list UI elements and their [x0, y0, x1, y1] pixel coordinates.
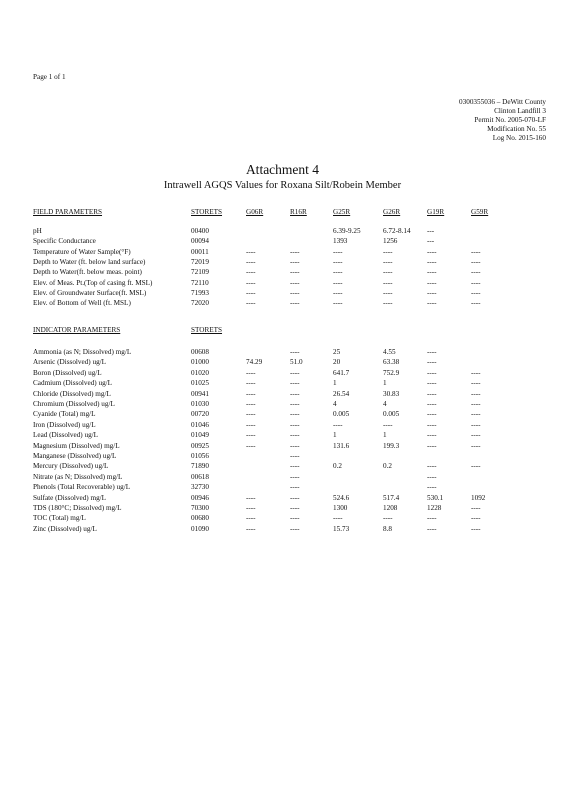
well-value-cell: 4.55	[383, 348, 396, 356]
well-value-cell: ----	[333, 288, 343, 297]
well-value-cell: ----	[246, 368, 256, 377]
well-value-cell: ----	[333, 514, 343, 523]
well-value-cell: ----	[333, 257, 343, 266]
table-row	[0, 473, 565, 483]
well-value-cell: ----	[290, 483, 300, 492]
header-line-permit: Permit No. 2005-070-LF	[474, 116, 546, 124]
storet-code: 71890	[191, 462, 209, 471]
parameter-name: Chloride (Dissolved) mg/L	[33, 389, 111, 398]
parameter-name: Cadmium (Dissolved) ug/L	[33, 379, 113, 388]
storet-code: 00608	[191, 348, 209, 356]
parameter-name: Specific Conductance	[33, 237, 96, 246]
parameter-name: Lead (Dissolved) ug/L	[33, 431, 99, 440]
well-value-cell: ----	[427, 483, 437, 492]
parameter-name: Boron (Dissolved) ug/L	[33, 368, 102, 377]
table-row	[0, 442, 565, 452]
well-value-cell: ----	[290, 410, 300, 419]
storet-code: 72020	[191, 299, 209, 308]
well-value-cell: ----	[427, 420, 437, 429]
indicator-parameters-heading: INDICATOR PARAMETERS	[33, 326, 121, 334]
well-value-cell: ----	[427, 368, 437, 377]
storet-code: 01056	[191, 452, 209, 460]
well-g06r-header: G06R	[246, 208, 264, 216]
well-value-cell: ----	[246, 524, 256, 533]
well-value-cell: ----	[246, 400, 256, 408]
well-value-cell: ----	[427, 348, 437, 356]
table-row	[0, 483, 565, 493]
well-value-cell: ----	[246, 268, 256, 277]
well-value-cell: ----	[471, 389, 481, 398]
well-value-cell: ----	[333, 247, 343, 256]
well-value-cell: ----	[290, 504, 300, 512]
well-value-cell: ----	[290, 278, 300, 287]
storet-code: 32730	[191, 483, 209, 492]
well-value-cell: ----	[290, 472, 300, 481]
well-value-cell: 641.7	[333, 368, 350, 377]
well-value-cell: ----	[427, 472, 437, 481]
well-value-cell: ----	[333, 278, 343, 287]
well-value-cell: ----	[427, 400, 437, 408]
storet-code: 00618	[191, 472, 209, 481]
well-value-cell: ----	[427, 278, 437, 287]
storet-code: 00946	[191, 493, 209, 502]
well-value-cell: 517.4	[383, 493, 400, 502]
table-row	[0, 410, 565, 420]
well-value-cell: 15.73	[333, 524, 350, 533]
table-row	[0, 421, 565, 431]
table-row	[0, 525, 565, 535]
well-value-cell: ----	[246, 299, 256, 308]
storet-code: 00011	[191, 247, 209, 256]
well-value-cell: ----	[290, 420, 300, 429]
well-value-cell: ----	[333, 268, 343, 277]
storet-code: 00925	[191, 441, 209, 450]
well-value-cell: ----	[246, 379, 256, 388]
parameter-name: Elev. of Bottom of Well (ft. MSL)	[33, 299, 131, 308]
table-row	[0, 237, 565, 247]
well-value-cell: 51.0	[290, 358, 303, 367]
well-value-cell: ----	[290, 268, 300, 277]
well-value-cell: ----	[471, 379, 481, 388]
well-value-cell: ----	[471, 368, 481, 377]
well-value-cell: ----	[246, 514, 256, 523]
table-row	[0, 248, 565, 258]
well-value-cell: ----	[427, 379, 437, 388]
well-value-cell: 4	[333, 400, 337, 408]
page-subtitle: Intrawell AGQS Values for Roxana Silt/Robein Member	[163, 180, 402, 191]
well-value-cell: ----	[471, 400, 481, 408]
well-value-cell: ----	[427, 462, 437, 471]
well-value-cell: 74.29	[246, 358, 263, 367]
header-line-modification: Modification No. 55	[487, 125, 546, 133]
well-value-cell: 1	[383, 379, 387, 388]
well-value-cell: 63.38	[383, 358, 400, 367]
parameter-name: Ammonia (as N; Dissolved) mg/L	[33, 348, 132, 356]
table-row	[0, 504, 565, 514]
field-parameters-heading: FIELD PARAMETERS	[33, 208, 103, 216]
parameter-name: Arsenic (Dissolved) ug/L	[33, 358, 107, 367]
well-value-cell: 1	[383, 431, 387, 440]
well-value-cell: 752.9	[383, 368, 400, 377]
well-value-cell: ----	[427, 410, 437, 419]
well-value-cell: 1300	[333, 504, 348, 512]
parameter-name: Cyanide (Total) mg/L	[33, 410, 96, 419]
storet-code: 00400	[191, 227, 209, 235]
well-value-cell: 0.2	[383, 462, 392, 471]
well-value-cell: ----	[290, 462, 300, 471]
table-row	[0, 227, 565, 237]
well-value-cell: ----	[427, 288, 437, 297]
well-value-cell: ----	[246, 288, 256, 297]
well-value-cell: 6.39-9.25	[333, 227, 361, 235]
well-g19r-header: G19R	[427, 208, 445, 216]
well-value-cell: ----	[246, 493, 256, 502]
parameter-name: Elev. of Groundwater Surface(ft. MSL)	[33, 288, 147, 297]
storet-code: 00094	[191, 237, 209, 246]
well-value-cell: 25	[333, 348, 341, 356]
table-row	[0, 279, 565, 289]
storet-code: 00720	[191, 410, 209, 419]
parameter-name: Mercury (Dissolved) ug/L	[33, 462, 109, 471]
well-value-cell: ----	[383, 288, 393, 297]
storet-code: 01000	[191, 358, 209, 367]
well-value-cell: ----	[471, 247, 481, 256]
well-value-cell: 131.6	[333, 441, 350, 450]
storet-code: 00680	[191, 514, 209, 523]
table-row	[0, 379, 565, 389]
well-value-cell: ----	[471, 504, 481, 512]
well-value-cell: 4	[383, 400, 387, 408]
parameter-name: TDS (180°C; Dissolved) mg/L	[33, 504, 122, 512]
parameter-name: Depth to Water(ft. below meas. point)	[33, 268, 142, 277]
well-value-cell: 30.83	[383, 389, 400, 398]
well-value-cell: ----	[246, 389, 256, 398]
parameter-name: Temperature of Water Sample(°F)	[33, 247, 131, 256]
well-value-cell: ----	[471, 299, 481, 308]
well-value-cell: 0.005	[333, 410, 350, 419]
header-line-log: Log No. 2015-160	[492, 134, 546, 142]
well-value-cell: ----	[471, 257, 481, 266]
well-value-cell: ----	[290, 247, 300, 256]
well-value-cell: 1	[333, 431, 337, 440]
well-value-cell: 530.1	[427, 493, 444, 502]
well-value-cell: 20	[333, 358, 341, 367]
storet-code: 01030	[191, 400, 209, 408]
well-value-cell: ----	[427, 268, 437, 277]
table-row	[0, 431, 565, 441]
table-row	[0, 514, 565, 524]
table-row	[0, 258, 565, 268]
well-value-cell: ----	[383, 420, 393, 429]
well-value-cell: ----	[471, 278, 481, 287]
well-value-cell: ----	[246, 420, 256, 429]
indicator-storets-column-header: STORETS	[191, 326, 223, 334]
parameter-name: Manganese (Dissolved) ug/L	[33, 452, 117, 460]
well-value-cell: ----	[471, 288, 481, 297]
field-parameters-header-row	[0, 208, 565, 218]
well-value-cell: ---	[427, 237, 435, 246]
well-value-cell: 1092	[471, 493, 486, 502]
storet-code: 72110	[191, 278, 209, 287]
parameter-name: Magnesium (Dissolved) mg/L	[33, 441, 120, 450]
table-row	[0, 400, 565, 410]
well-value-cell: ----	[246, 247, 256, 256]
well-value-cell: ----	[471, 514, 481, 523]
well-value-cell: ----	[246, 257, 256, 266]
well-value-cell: ----	[246, 441, 256, 450]
well-value-cell: ----	[427, 514, 437, 523]
parameter-name: Sulfate (Dissolved) mg/L	[33, 493, 107, 502]
well-value-cell: ----	[383, 299, 393, 308]
well-value-cell: ----	[471, 524, 481, 533]
well-value-cell: 1228	[427, 504, 442, 512]
well-value-cell: ----	[290, 441, 300, 450]
well-value-cell: ----	[333, 299, 343, 308]
well-value-cell: ----	[290, 257, 300, 266]
well-value-cell: ----	[290, 524, 300, 533]
storet-code: 72109	[191, 268, 209, 277]
well-value-cell: ----	[471, 462, 481, 471]
storet-code: 01049	[191, 431, 209, 440]
header-line-facility: Clinton Landfill 3	[494, 107, 546, 115]
table-row	[0, 462, 565, 472]
parameter-name: Elev. of Meas. Pt.(Top of casing ft. MSL)	[33, 278, 153, 287]
parameter-name: Chromium (Dissolved) ug/L	[33, 400, 115, 408]
table-row	[0, 299, 565, 309]
table-row	[0, 452, 565, 462]
well-value-cell: 0.2	[333, 462, 342, 471]
well-value-cell: ----	[383, 278, 393, 287]
well-value-cell: 1393	[333, 237, 348, 246]
parameter-name: Iron (Dissolved) ug/L	[33, 420, 96, 429]
well-value-cell: ----	[427, 524, 437, 533]
storet-code: 01025	[191, 379, 209, 388]
storet-code: 72019	[191, 257, 209, 266]
well-value-cell: ----	[246, 431, 256, 440]
table-row	[0, 369, 565, 379]
parameter-name: Zinc (Dissolved) ug/L	[33, 524, 97, 533]
well-value-cell: ----	[290, 389, 300, 398]
well-value-cell: ----	[471, 431, 481, 440]
well-value-cell: ----	[290, 400, 300, 408]
well-value-cell: ----	[383, 257, 393, 266]
storet-code: 01020	[191, 368, 209, 377]
page-number: Page 1 of 1	[33, 73, 66, 81]
well-value-cell: 26.54	[333, 389, 350, 398]
table-row	[0, 289, 565, 299]
well-value-cell: ----	[290, 452, 300, 460]
table-row	[0, 358, 565, 368]
well-value-cell: ----	[290, 379, 300, 388]
well-value-cell: ----	[427, 431, 437, 440]
document-header	[459, 98, 546, 143]
parameter-name: Nitrate (as N; Dissolved) mg/L	[33, 472, 123, 481]
table-row	[0, 268, 565, 278]
well-g59r-header: G59R	[471, 208, 489, 216]
well-value-cell: ----	[290, 493, 300, 502]
header-line-county: 0300355036 – DeWitt County	[459, 98, 546, 106]
table-row	[0, 494, 565, 504]
well-value-cell: ----	[246, 278, 256, 287]
well-value-cell: ----	[427, 299, 437, 308]
well-value-cell: ----	[290, 514, 300, 523]
well-value-cell: ----	[427, 257, 437, 266]
parameter-name: Depth to Water (ft. below land surface)	[33, 257, 146, 266]
well-value-cell: 0.005	[383, 410, 400, 419]
well-value-cell: ----	[471, 268, 481, 277]
well-value-cell: ----	[290, 348, 300, 356]
storets-column-header: STORETS	[191, 208, 223, 216]
storet-code: 71993	[191, 288, 209, 297]
well-value-cell: ----	[383, 514, 393, 523]
well-value-cell: ----	[290, 288, 300, 297]
well-value-cell: ----	[383, 268, 393, 277]
well-value-cell: ----	[427, 358, 437, 367]
well-value-cell: 8.8	[383, 524, 392, 533]
well-value-cell: ----	[246, 410, 256, 419]
well-value-cell: 199.3	[383, 441, 400, 450]
table-row	[0, 348, 565, 358]
well-r16r-header: R16R	[290, 208, 307, 216]
well-value-cell: ----	[290, 368, 300, 377]
parameter-name: TOC (Total) mg/L	[33, 514, 86, 523]
page-title: Attachment 4	[245, 162, 320, 177]
well-value-cell: ----	[427, 441, 437, 450]
parameter-name: Phenols (Total Recoverable) ug/L	[33, 483, 131, 492]
storet-code: 01090	[191, 524, 209, 533]
storet-code: 70300	[191, 504, 209, 512]
well-value-cell: ----	[383, 247, 393, 256]
well-g26r-header: G26R	[383, 208, 401, 216]
well-g25r-header: G25R	[333, 208, 351, 216]
well-value-cell: 1	[333, 379, 337, 388]
well-value-cell: ----	[427, 247, 437, 256]
parameter-name: pH	[33, 227, 42, 235]
storet-code: 01046	[191, 420, 209, 429]
well-value-cell: ----	[471, 410, 481, 419]
table-row	[0, 390, 565, 400]
well-value-cell: 524.6	[333, 493, 350, 502]
well-value-cell: ----	[290, 299, 300, 308]
well-value-cell: ----	[471, 441, 481, 450]
well-value-cell: ---	[427, 227, 435, 235]
well-value-cell: ----	[471, 420, 481, 429]
well-value-cell: 6.72-8.14	[383, 227, 411, 235]
well-value-cell: 1256	[383, 237, 398, 246]
indicator-parameters-header-row	[0, 326, 565, 336]
well-value-cell: ----	[290, 431, 300, 440]
well-value-cell: ----	[246, 504, 256, 512]
well-value-cell: ----	[333, 420, 343, 429]
well-value-cell: ----	[427, 389, 437, 398]
well-value-cell: 1208	[383, 504, 398, 512]
storet-code: 00941	[191, 389, 209, 398]
